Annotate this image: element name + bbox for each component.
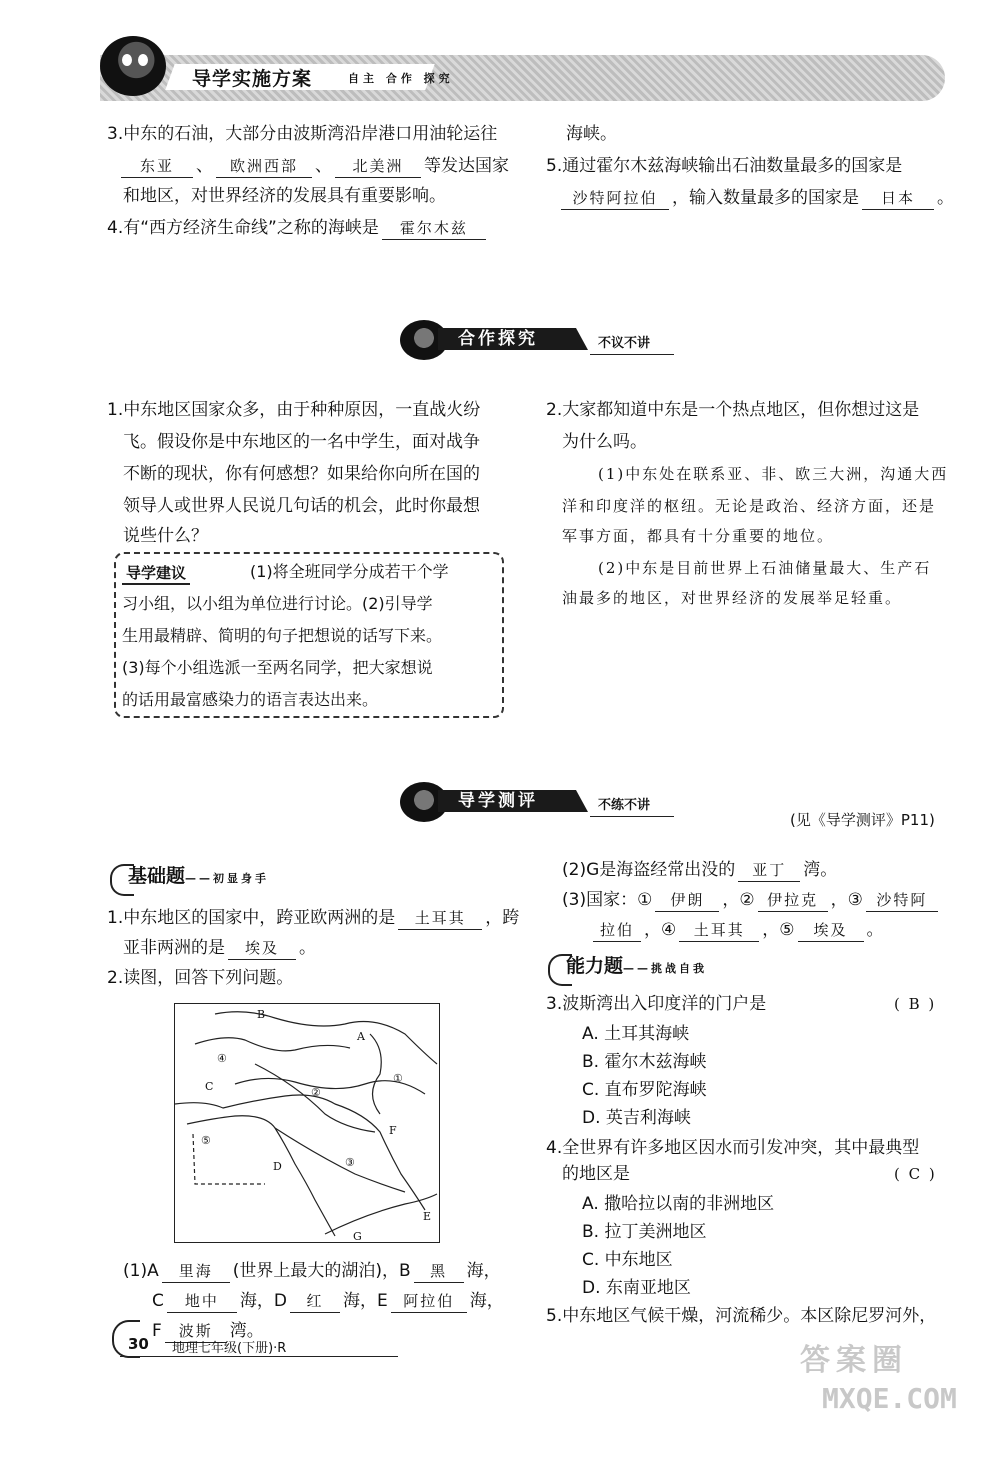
middle-east-map [174, 1003, 440, 1243]
advice-line: (3)每个小组选派一至两名同学，把大家想说 [122, 658, 433, 677]
map-label: ① [393, 1072, 403, 1085]
mascot-eye [138, 54, 148, 66]
answer-blank: 伊拉克 [758, 889, 828, 912]
basic-q1-line2: 亚非两洲的是 埃及 。 [123, 938, 316, 958]
coop-q2-answer: 油最多的地区，对世界经济的发展举足轻重。 [562, 589, 903, 607]
answer-blank: 沙特阿 [866, 889, 938, 912]
coop-q2-answer: 洋和印度洋的枢纽。无论是政治、经济方面，还是 [562, 497, 937, 515]
advice-line: 习小组，以小组为单位进行讨论。(2)引导学 [122, 594, 433, 613]
coop-q2-line: 2.大家都知道中东是一个热点地区，但你想过这是 [546, 400, 920, 420]
basic-p1-line3: F 波斯 湾。 [152, 1321, 264, 1341]
answer-blank: 土耳其 [679, 919, 759, 942]
coop-q2-answer: 军事方面，都具有十分重要的地位。 [562, 527, 835, 545]
ability-q3-option: B. 霍尔木兹海峡 [582, 1052, 707, 1072]
ability-heading: 能力题——挑战自我 [566, 955, 708, 977]
basic-q2: 2.读图，回答下列问题。 [107, 968, 294, 988]
map-label: ② [311, 1086, 321, 1099]
ability-q4-answer: ( C ) [894, 1165, 937, 1183]
ability-q3-option: C. 直布罗陀海峡 [582, 1080, 707, 1100]
book-title: 地理七年级(下册)·R [172, 1341, 287, 1356]
answer-blank: 亚丁 [738, 859, 800, 882]
q3-line1: 3.中东的石油，大部分由波斯湾沿岸港口用油轮运往 [107, 124, 498, 144]
section-note: 不练不讲 [598, 798, 651, 813]
watermark-stamp: 答案圈 [800, 1343, 908, 1378]
map-label: B [257, 1008, 266, 1021]
answer-blank: 沙特阿拉伯 [561, 187, 669, 210]
section-banner-test [400, 782, 680, 822]
answer-blank: 波斯 [165, 1320, 227, 1343]
ability-q4-line1: 4.全世界有许多地区因水而引发冲突，其中最典型 [546, 1138, 920, 1158]
q4-continuation: 海峡。 [566, 124, 617, 144]
answer-blank: 伊朗 [655, 889, 719, 912]
header-title: 导学实施方案 [192, 68, 313, 90]
test-reference: (见《导学测评》P11) [790, 811, 935, 829]
advice-line: 的话用最富感染力的语言表达出来。 [122, 690, 379, 709]
section-banner-coop [400, 320, 680, 360]
map-label: ③ [345, 1156, 355, 1169]
advice-line: (1)将全班同学分成若干个学 [250, 562, 449, 581]
ability-q4-option: D. 东南亚地区 [582, 1278, 691, 1298]
ability-q4-option: A. 撒哈拉以南的非洲地区 [582, 1194, 775, 1214]
q3-line2: 东亚 、 欧洲西部 、 北美洲 等发达国家 [118, 152, 509, 180]
basic-heading: 基础题——初显身手 [128, 865, 270, 887]
ability-heading-tail: ——挑战自我 [623, 962, 708, 975]
advice-tag: 导学建议 [122, 562, 190, 585]
ability-q3: 3.波斯湾出入印度洋的门户是 [546, 994, 767, 1014]
ability-q3-answer: ( B ) [894, 995, 937, 1013]
map-label: G [353, 1230, 362, 1242]
map-label: ④ [217, 1052, 227, 1065]
answer-blank: 日本 [862, 187, 934, 210]
coop-q1-line: 领导人或世界人民说几句话的机会，此时你最想 [123, 496, 480, 516]
coop-q1-line: 说些什么？ [123, 526, 208, 546]
answer-blank: 霍尔木兹 [382, 217, 486, 240]
map-label: F [389, 1124, 397, 1137]
section-title: 合作探究 [458, 329, 538, 349]
basic-p3-line2: 拉伯 ，④ 土耳其 ，⑤ 埃及 。 [590, 916, 884, 944]
answer-blank: 黑 [414, 1260, 464, 1283]
q4-line: 4.有“西方经济生命线”之称的海峡是 霍尔木兹 [107, 214, 489, 242]
basic-p3-line1: (3)国家：① 伊朗 ，② 伊拉克 ，③ 沙特阿 [562, 886, 941, 914]
coop-q2-answer: (2)中东是目前世界上石油储量最大、生产石 [598, 559, 932, 577]
coop-q2-line: 为什么吗。 [562, 432, 647, 452]
basic-p2-line: (2)G是海盗经常出没的 亚丁 湾。 [562, 860, 838, 880]
coop-q1-line: 不断的现状，你有何感想？如果给你向所在国的 [123, 464, 480, 484]
answer-blank: 东亚 [121, 155, 193, 178]
header-banner [100, 55, 945, 101]
watermark-site: MXQE.COM [822, 1382, 957, 1415]
ability-q4-option: B. 拉丁美洲地区 [582, 1222, 707, 1242]
coop-q1-line: 飞。假设你是中东地区的一名中学生，面对战争 [123, 432, 480, 452]
q5-line2: 沙特阿拉伯 ，输入数量最多的国家是 日本 。 [558, 184, 954, 212]
q5-line1: 5.通过霍尔木兹海峡输出石油数量最多的国家是 [546, 156, 903, 176]
basic-q1-line1: 1.中东地区的国家中，跨亚欧两洲的是 土耳其 ，跨 [107, 908, 520, 928]
coop-q1-line: 1.中东地区国家众多，由于种种原因，一直战火纷 [107, 400, 481, 420]
answer-blank: 阿拉伯 [391, 1290, 467, 1313]
map-label: C [205, 1080, 214, 1093]
basic-p1-line1: (1)A 里海 (世界上最大的湖泊)，B 黑 海， [123, 1261, 501, 1281]
ability-q5: 5.中东地区气候干燥，河流稀少。本区除尼罗河外， [546, 1306, 937, 1326]
answer-blank: 里海 [162, 1260, 230, 1283]
advice-line: 生用最精辟、简明的句子把想说的话写下来。 [122, 626, 443, 645]
section-note: 不议不讲 [598, 336, 651, 351]
answer-blank: 北美洲 [335, 155, 421, 178]
coop-q2-answer: (1)中东处在联系亚、非、欧三大洲，沟通大西 [598, 465, 949, 483]
answer-blank: 土耳其 [398, 907, 482, 930]
answer-blank: 埃及 [228, 937, 296, 960]
answer-blank: 埃及 [798, 919, 864, 942]
q3-line3: 和地区，对世界经济的发展具有重要影响。 [123, 186, 446, 206]
map-label: A [357, 1030, 365, 1043]
page-number: 30 [128, 1335, 149, 1353]
basic-heading-tail: ——初显身手 [185, 872, 270, 885]
answer-blank: 欧洲西部 [216, 155, 312, 178]
basic-p1-line2: C 地中 海，D 红 海，E 阿拉伯 海， [152, 1291, 504, 1311]
mascot-logo [100, 36, 166, 96]
map-label: D [273, 1160, 282, 1173]
ability-q3-option: A. 土耳其海峡 [582, 1024, 690, 1044]
mascot-eye [122, 54, 132, 66]
ability-q4-line2: 的地区是 [562, 1164, 630, 1184]
map-label: E [423, 1210, 432, 1223]
ability-q4-option: C. 中东地区 [582, 1250, 673, 1270]
ability-q3-option: D. 英吉利海峡 [582, 1108, 691, 1128]
answer-blank: 红 [290, 1290, 340, 1313]
answer-blank: 地中 [167, 1290, 237, 1313]
section-title: 导学测评 [458, 791, 538, 811]
header-subtitle: 自主 合作 探究 [348, 72, 454, 85]
answer-blank: 拉伯 [593, 919, 641, 942]
map-label: ⑤ [201, 1134, 211, 1147]
